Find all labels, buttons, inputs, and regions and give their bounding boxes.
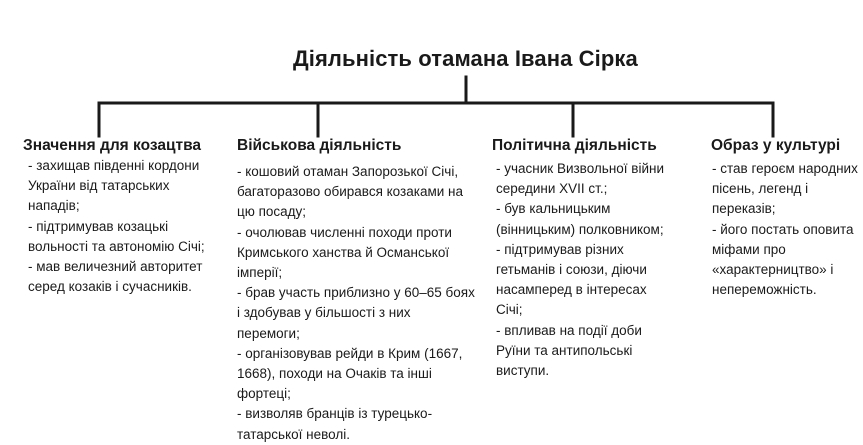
- branch-list-military: [237, 162, 477, 445]
- list-item: - підтримував різних гетьманів і союзи, діючи насамперед в інтересах Січі;: [496, 241, 647, 318]
- list-item: - впливав на події доби Руїни та антипольські виступи.: [496, 322, 642, 379]
- list-item: - його постать оповита міфами про «характерництво» і непереможність.: [712, 221, 854, 298]
- list-item: - визволяв бранців із турецько-татарської неволі.: [237, 406, 433, 442]
- diagram-title: Діяльність отамана Івана Сірка: [293, 46, 638, 71]
- list-item: - мав величезний авторитет серед козаків і сучасників.: [28, 259, 203, 295]
- branch-list-political: [496, 159, 676, 381]
- list-item: - брав участь приблизно у 60–65 боях і здобував у більшості з них перемоги;: [237, 285, 475, 341]
- branch-heading-political: Політична діяльність: [492, 137, 657, 154]
- branch-heading-cossack-significance: Значення для козацтва: [23, 137, 202, 154]
- list-item: - організовував рейди в Крим (1667, 1668), походи на Очаків та інші фортеці;: [237, 345, 463, 402]
- list-item: - захищав південні кордони України від татарських нападів;: [28, 158, 200, 214]
- list-item: - учасник Визвольної війни середини XVII ст.;: [496, 161, 664, 197]
- branch-list-culture: [712, 159, 858, 300]
- list-item: - кошовий отаман Запорозької Січі, багаторазово обирався козаками на цю посаду;: [237, 164, 463, 220]
- list-item: - підтримував козацькі вольності та автономію Січі;: [28, 218, 205, 254]
- branch-heading-culture: Образ у культурі: [711, 137, 841, 154]
- list-item: - очолював численні походи проти Кримського ханства й Османської імперії;: [237, 224, 452, 281]
- branch-list-cossack-significance: [28, 156, 206, 297]
- list-item: - був кальницьким (вінницьким) полковником;: [496, 201, 664, 237]
- list-item: - став героєм народних пісень, легенд і переказів;: [712, 161, 858, 217]
- branch-heading-military: Військова діяльність: [237, 137, 402, 154]
